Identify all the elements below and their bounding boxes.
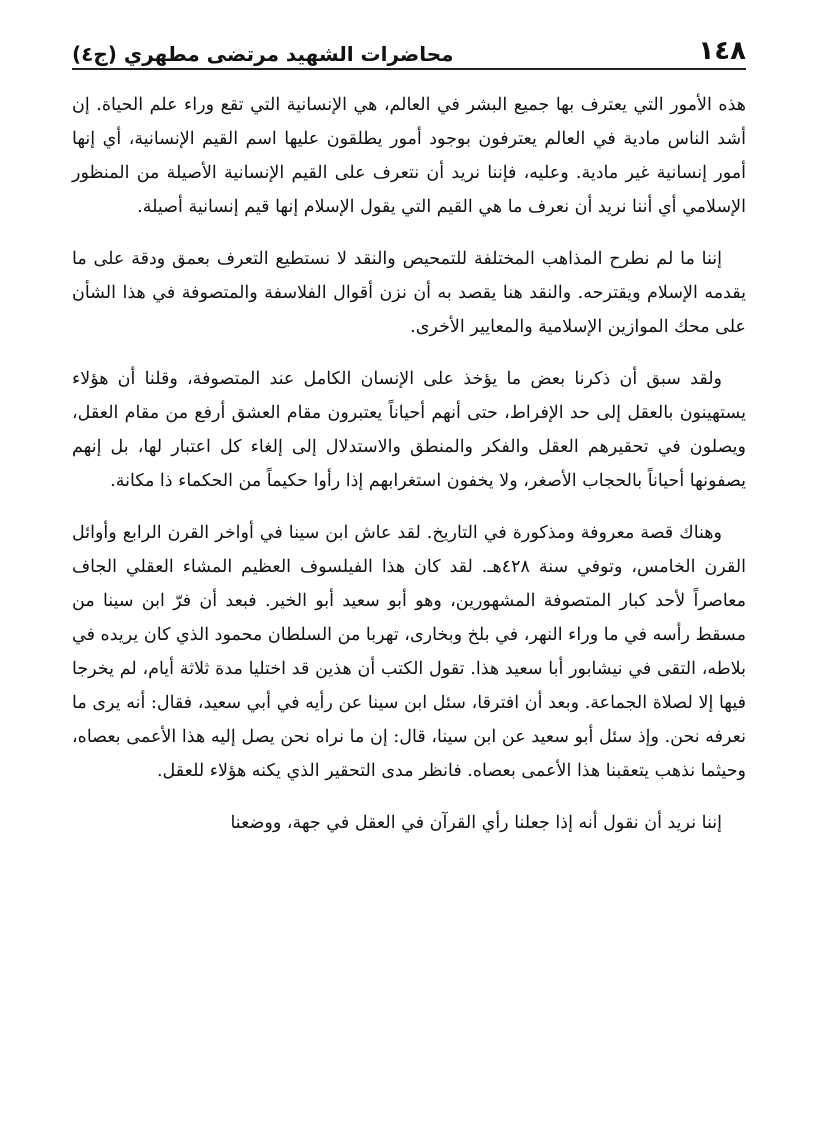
paragraph-3: ولقد سبق أن ذكرنا بعض ما يؤخذ على الإنسان الكامل عند المتصوفة، وقلنا أن هؤلاء يستهينون بالعقل إلى حد الإفراط، حتى أنهم أحياناً يعتبرون مقام العشق أرفع من مقام العقل، ويصلون في تحقيرهم العقل والفكر والمنطق والاستدلال إلى إلغاء كل اعتبار لها، بل إنهم يصفونها أحياناً بالحجاب الأصغر، ولا يخفون استغرابهم إذا رأوا حكيماً من الحكماء ذا مكانة. [72,369,746,491]
body-text [72,88,746,840]
paragraph-4: وهناك قصة معروفة ومذكورة في التاريخ. لقد عاش ابن سينا في أواخر القرن الرابع وأوائل القرن الخامس، وتوفي سنة ٤٢٨هـ. لقد كان هذا الفيلسوف العظيم المشاء العقلي الجاف معاصراً لأحد كبار المتصوفة المشهورين، وهو أبو سعيد أبو الخير. فبعد أن فرّ ابن سينا من مسقط رأسه في ما وراء النهر، في بلخ وبخارى، تهربا من السلطان محمود الذي كان يريده في بلاطه، التقى في نيشابور أبا سعيد هذا. تقول الكتب أن هذين قد اختليا مدة ثلاثة أيام، لم يخرجا فيها إلا لصلاة الجماعة. وبعد أن افترقا، سئل ابن سينا عن رأيه في أبي سعيد، فقال: أنه يرى ما نعرفه نحن. وإذ سئل أبو سعيد عن ابن سينا، قال: إن ما نراه نحن يصل إليه هذا الأعمى بعصاه، وحيثما نذهب يتعقبنا هذا الأعمى بعصاه. فانظر مدى التحقير الذي يكنه هؤلاء للعقل. [72,523,746,781]
paragraph-1: هذه الأمور التي يعترف بها جميع البشر في العالم، هي الإنسانية التي تقع وراء علم الحياة. إن أشد الناس مادية في العالم يعترفون بوجود أمور يطلقون عليها اسم القيم الإنسانية، أي إنها أمور إنسانية غير مادية. وعليه، فإننا نريد أن نتعرف على القيم الإنسانية الأصيلة من المنظور الإسلامي أي أننا نريد أن نعرف ما هي القيم التي يقول الإسلام إنها قيم إنسانية أصيلة. [72,95,746,217]
running-header [72,24,746,70]
paragraph-5: إننا نريد أن نقول أنه إذا جعلنا رأي القرآن في العقل في جهة، ووضعنا [230,813,722,833]
paragraph-2: إننا ما لم نطرح المذاهب المختلفة للتمحيص والنقد لا نستطيع التعرف بعمق ودقة على ما يقدمه الإسلام ويقترحه. والنقد هنا يقصد به أن نزن أقوال الفلاسفة والمتصوفة في هذا الشأن على محك الموازين الإسلامية والمعايير الأخرى. [72,249,746,337]
page-number: ١٤٨ [698,36,746,66]
book-title: محاضرات الشهيد مرتضى مطهري (ج٤) [72,42,454,66]
